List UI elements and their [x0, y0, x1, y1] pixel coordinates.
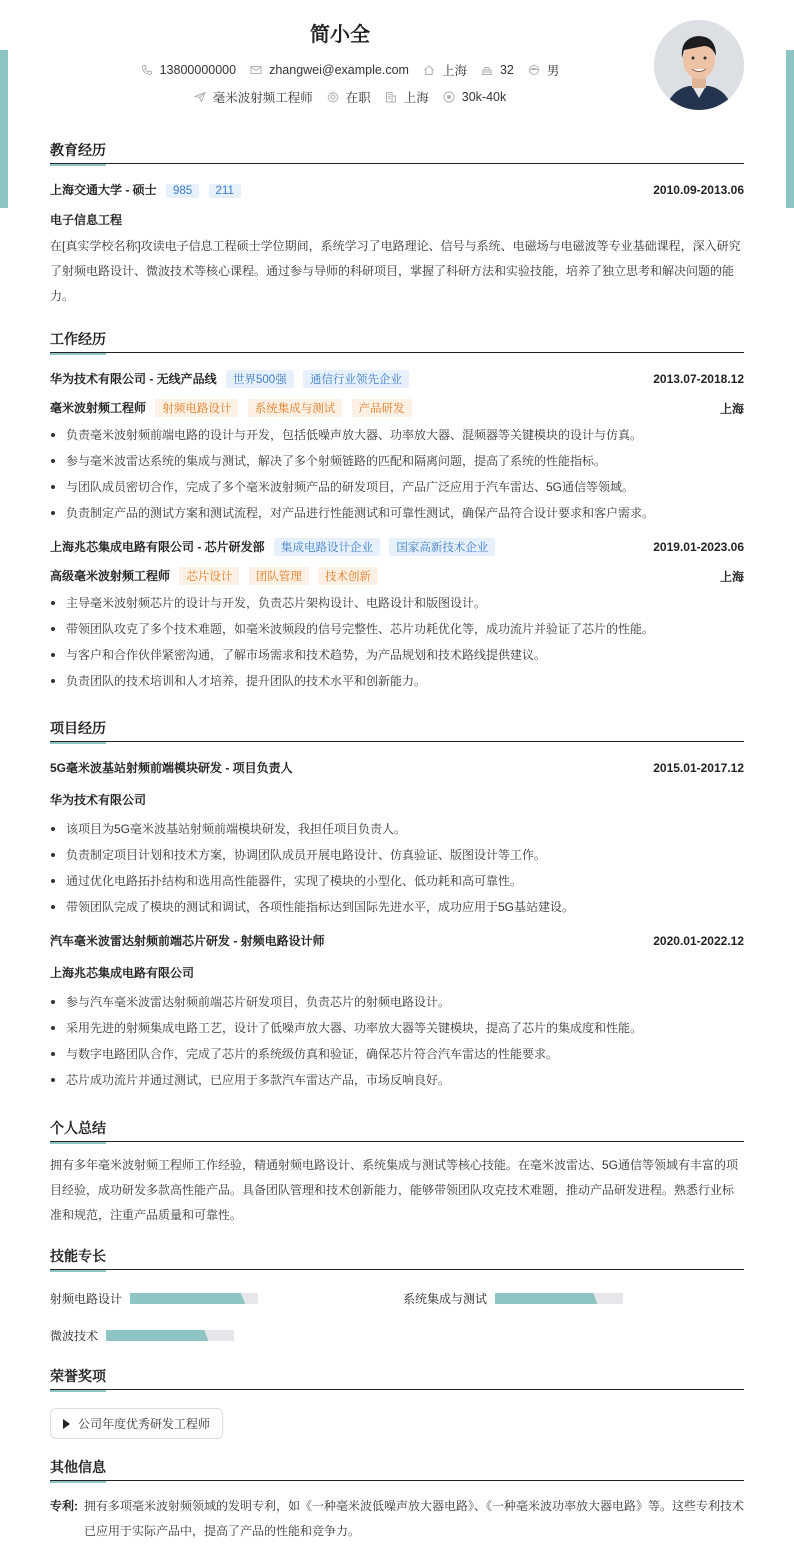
position-tag: 芯片设计 [179, 567, 239, 585]
project-date: 2015.01-2017.12 [653, 760, 744, 775]
position-tag: 射频电路设计 [155, 399, 238, 417]
work-city: 上海 [719, 569, 744, 584]
list-item: 带领团队攻克了多个技术难题，如毫米波频段的信号完整性、芯片功耗优化等，成功流片并验证了芯片的性能。 [50, 616, 744, 642]
list-item: 与客户和合作伙伴紧密沟通，了解市场需求和技术趋势，为产品规划和技术路线提供建议。 [50, 642, 744, 668]
work-date: 2019.01-2023.06 [653, 540, 744, 554]
list-item: 芯片成功流片并通过测试，已应用于多款汽车雷达产品，市场反响良好。 [50, 1067, 744, 1093]
status-text: 在职 [345, 91, 371, 105]
location-text: 上海 [441, 64, 467, 78]
education-section [50, 140, 744, 309]
education-description: 在[真实学校名称]攻读电子信息工程硕士学位期间，系统学习了电路理论、信号与系统、电磁场与电磁波等专业基础课程，深入研究了射频电路设计、微波技术等核心课程。通过参与导师的科研项目，掌握了科研方法和实验技能，培养了独立思考和解决问题的能力。 [50, 239, 741, 303]
resume-header [50, 0, 744, 130]
contact-row [50, 61, 650, 79]
other-label: 专利: [50, 1499, 78, 1513]
list-item: 负责制定项目计划和技术方案，协调团队成员开展电路设计、仿真验证、版图设计等工作。 [50, 842, 744, 868]
list-item: 采用先进的射频集成电路工艺，设计了低噪声放大器、功率放大器等关键模块，提高了芯片的集成度和性能。 [50, 1015, 744, 1041]
email-item [250, 63, 409, 77]
skills-row [50, 1327, 744, 1344]
resume-page [50, 0, 744, 1544]
avatar [654, 20, 744, 110]
gear-icon [327, 91, 339, 103]
send-icon [194, 91, 206, 103]
work-item-header [50, 370, 744, 388]
company-tag: 集成电路设计企业 [274, 538, 380, 556]
education-item-header [50, 181, 744, 198]
work-date: 2013.07-2018.12 [653, 372, 744, 386]
summary-text: 拥有多年毫米波射频工程师工作经验，精通射频电路设计、系统集成与测试等核心技能。在毫米波雷达、5G通信等领域有丰富的项目经验，成功研发多款高性能产品。具备团队管理和技术创新能力，能够带领团队攻克技术难题，推动产品研发进程。熟悉行业标准和规范，注重产品质量和可靠性。 [50, 1158, 739, 1222]
age-item [481, 63, 514, 77]
project-bullets [50, 816, 744, 920]
phone-text[interactable]: 13800000000 [159, 63, 237, 77]
job-intent-row [50, 88, 650, 106]
salary-item [443, 90, 506, 104]
work-city: 上海 [719, 401, 744, 416]
other-section [50, 1457, 744, 1544]
company-name: 华为技术有限公司 - 无线产品线 [50, 372, 217, 386]
skills-row [50, 1290, 744, 1307]
position-row [50, 399, 744, 417]
building-icon [385, 91, 397, 103]
skill-bar-fill [106, 1330, 208, 1341]
section-title: 技能专长 [50, 1246, 744, 1270]
awards-list [50, 1408, 744, 1439]
position-title: 毫米波射频工程师 [50, 401, 147, 415]
list-item: 参与毫米波雷达系统的集成与测试，解决了多个射频链路的匹配和隔离问题，提高了系统的性能指标。 [50, 448, 744, 474]
list-item: 参与汽车毫米波雷达射频前端芯片研发项目，负责芯片的射频电路设计。 [50, 989, 744, 1015]
school-name: 上海交通大学 - 硕士 [50, 183, 157, 197]
triangle-right-icon [63, 1419, 70, 1429]
position-title: 高级毫米波射频工程师 [50, 569, 171, 583]
project-item-header [50, 759, 744, 776]
school-tag: 985 [166, 184, 199, 198]
location-item [423, 61, 467, 79]
phone-item [141, 63, 236, 77]
school-tag: 211 [209, 184, 241, 198]
projects-section [50, 718, 744, 1093]
skill-item [50, 1290, 403, 1307]
position-row [50, 567, 744, 585]
salary-text: 30k-40k [461, 90, 507, 104]
age-icon [481, 64, 493, 76]
job-title-text: 毫米波射频工程师 [212, 91, 313, 105]
skill-bar [130, 1293, 258, 1304]
list-item: 负责团队的技术培训和人才培养，提升团队的技术水平和创新能力。 [50, 668, 744, 694]
skills-section [50, 1246, 744, 1344]
mail-icon [250, 64, 262, 76]
home-icon [423, 64, 435, 76]
gender-icon [528, 64, 540, 76]
project-name: 5G毫米波基站射频前端模块研发 - 项目负责人 [50, 761, 293, 775]
salary-icon [443, 91, 455, 103]
work-section [50, 329, 744, 694]
award-text: 公司年度优秀研发工程师 [78, 1417, 211, 1431]
work-item-header [50, 538, 744, 556]
skill-name: 微波技术 [50, 1329, 99, 1343]
company-tag: 国家高新技术企业 [389, 538, 495, 556]
work-bullets [50, 422, 744, 526]
section-title: 个人总结 [50, 1118, 744, 1142]
position-tag: 技术创新 [318, 567, 378, 585]
skill-item [403, 1290, 623, 1307]
project-item-header [50, 932, 744, 949]
target-city-text: 上海 [403, 91, 429, 105]
company-tag: 世界500强 [226, 370, 294, 388]
left-accent-bar [0, 50, 8, 208]
list-item: 主导毫米波射频芯片的设计与开发，负责芯片架构设计、电路设计和版图设计。 [50, 590, 744, 616]
company-tag: 通信行业领先企业 [303, 370, 409, 388]
target-city-item [385, 88, 429, 106]
position-tag: 系统集成与测试 [248, 399, 343, 417]
other-item [50, 1494, 744, 1544]
position-tag: 团队管理 [249, 567, 309, 585]
project-bullets [50, 989, 744, 1093]
skill-item [50, 1327, 234, 1344]
major: 电子信息工程 [50, 213, 123, 227]
awards-section [50, 1366, 744, 1439]
list-item: 负责毫米波射频前端电路的设计与开发，包括低噪声放大器、功率放大器、混频器等关键模块的设计与仿真。 [50, 422, 744, 448]
candidate-name: 简小全 [310, 24, 370, 46]
job-title-item [194, 88, 313, 106]
gender-text: 男 [546, 64, 560, 78]
education-date: 2010.09-2013.06 [653, 182, 744, 197]
company-name: 上海兆芯集成电路有限公司 - 芯片研发部 [50, 540, 265, 554]
skill-bar [495, 1293, 623, 1304]
email-text[interactable]: zhangwei@example.com [269, 63, 409, 77]
list-item: 负责制定产品的测试方案和测试流程，对产品进行性能测试和可靠性测试，确保产品符合设计要求和客户需求。 [50, 500, 744, 526]
project-date: 2020.01-2022.12 [653, 933, 744, 948]
phone-icon [141, 64, 153, 76]
skill-bar-fill [130, 1293, 245, 1304]
age-text: 32 [499, 63, 514, 77]
award-item [50, 1408, 223, 1439]
section-title: 项目经历 [50, 718, 744, 742]
list-item: 该项目为5G毫米波基站射频前端模块研发，我担任项目负责人。 [50, 816, 744, 842]
skill-bar-fill [495, 1293, 597, 1304]
skill-bar [106, 1330, 234, 1341]
list-item: 与团队成员密切合作，完成了多个毫米波射频产品的研发项目，产品广泛应用于汽车雷达、5G通信等领域。 [50, 474, 744, 500]
list-item: 带领团队完成了模块的测试和调试，各项性能指标达到国际先进水平，成功应用于5G基站建设。 [50, 894, 744, 920]
gender-item [528, 61, 560, 79]
list-item: 通过优化电路拓扑结构和选用高性能器件，实现了模块的小型化、低功耗和高可靠性。 [50, 868, 744, 894]
summary-section [50, 1118, 744, 1228]
project-name: 汽车毫米波雷达射频前端芯片研发 - 射频电路设计师 [50, 934, 325, 948]
project-company: 华为技术有限公司 [50, 793, 147, 807]
work-bullets [50, 590, 744, 694]
section-title: 工作经历 [50, 329, 744, 353]
right-accent-bar [786, 50, 794, 208]
section-title: 荣誉奖项 [50, 1366, 744, 1390]
skill-name: 系统集成与测试 [403, 1292, 488, 1306]
other-text: 拥有多项毫米波射频领域的发明专利，如《一种毫米波低噪声放大器电路》、《一种毫米波功率放大器电路》等。这些专利技术已应用于实际产品中，提高了产品的性能和竞争力。 [84, 1499, 745, 1538]
list-item: 与数字电路团队合作，完成了芯片的系统级仿真和验证，确保芯片符合汽车雷达的性能要求。 [50, 1041, 744, 1067]
section-title: 其他信息 [50, 1457, 744, 1481]
section-title: 教育经历 [50, 140, 744, 164]
skill-name: 射频电路设计 [50, 1292, 123, 1306]
status-item [327, 88, 371, 106]
position-tag: 产品研发 [352, 399, 412, 417]
project-company: 上海兆芯集成电路有限公司 [50, 966, 195, 980]
